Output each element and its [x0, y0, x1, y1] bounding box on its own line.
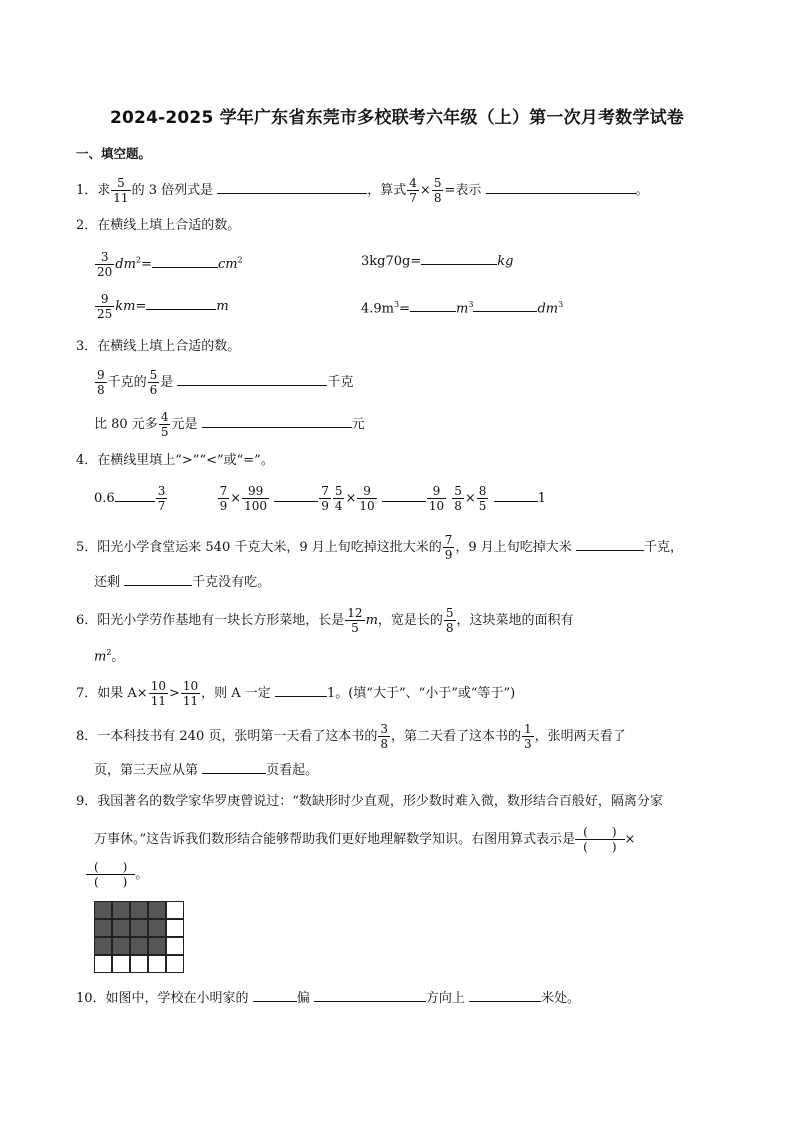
question-4: 4．在横线里填上“>”“<”或“=”。 [76, 453, 274, 468]
grid-cell [94, 955, 112, 973]
answer-blank[interactable] [314, 989, 426, 1002]
answer-blank[interactable] [576, 538, 644, 551]
grid-cell [166, 955, 184, 973]
question-8-line2: 页，第三天应从第 页看起。 [94, 763, 319, 778]
grid-cell [166, 937, 184, 955]
grid-cell [130, 901, 148, 919]
q3-row1: $\frac{9}{8}$ 千克的 $\frac{5}{6}$ 是 千克 [97, 368, 354, 397]
q4-comparisons: 0.6 $\frac{3}{7}$ $\frac{7}{9}$ × $\frac{99}{100}$ $\frac{7}{9}$ $\frac{5}{4}$ × $\frac{9}{10}$ $\frac{9}{10}$ $\frac{5}{8}$ × $\frac{8}{5}$ 1 [94, 484, 546, 513]
answer-blank[interactable] [382, 489, 426, 502]
q3-row2: 比 80 元多 $\frac{4}{5}$ 元是 元 [94, 410, 365, 439]
grid-cell [166, 919, 184, 937]
question-6: 6．阳光小学劳作基地有一块长方形菜地，长是 $\frac{12}{5}$ m，宽是长的 $\frac{5}{8}$ ，这块菜地的面积有 [76, 606, 574, 635]
answer-blank[interactable] [253, 989, 297, 1002]
q2-row1-left: $\frac{3}{20}$ $dm^2= cm^2$ [97, 250, 243, 279]
grid-cell [130, 919, 148, 937]
fraction: $\frac{5}{11}$ [113, 176, 129, 205]
answer-blank[interactable] [217, 181, 367, 194]
grid-cell [94, 937, 112, 955]
answer-blank[interactable] [275, 684, 327, 697]
grid-cell [130, 937, 148, 955]
grid-cell [148, 955, 166, 973]
answer-blank[interactable] [152, 255, 218, 268]
grid-cell [112, 937, 130, 955]
answer-blank[interactable] [124, 573, 192, 586]
section-heading: 一、填空题。 [76, 146, 152, 161]
grid-cell [94, 901, 112, 919]
answer-blank[interactable] [469, 989, 541, 1002]
question-9-line3: ( ) ( ) 。 [94, 860, 148, 889]
grid-cell [112, 955, 130, 973]
answer-blank[interactable] [202, 761, 266, 774]
question-10: 10．如图中，学校在小明家的 偏 方向上 米处。 [76, 991, 581, 1006]
question-9-line1: 9．我国著名的数学家华罗庚曾说过：“数缺形时少直观，形少数时难入微，数形结合百般好，隔离分家 [76, 794, 663, 809]
grid-cell [94, 919, 112, 937]
answer-blank[interactable] [410, 299, 456, 312]
answer-blank[interactable] [421, 252, 497, 265]
answer-blank[interactable] [177, 373, 327, 386]
question-6-line2: $m^2$。 [94, 648, 125, 665]
question-5-line2: 还剩 千克没有吃。 [94, 575, 271, 590]
answer-fraction-blank[interactable]: ( ) ( ) [575, 825, 624, 854]
answer-blank[interactable] [486, 181, 636, 194]
grid-cell [166, 901, 184, 919]
grid-cell [130, 955, 148, 973]
answer-blank[interactable] [202, 415, 352, 428]
q2-row2-right: $4.9m^3= m^3$ $dm^3$ [361, 300, 564, 317]
answer-fraction-blank[interactable]: ( ) ( ) [86, 860, 135, 889]
question-3: 3．在横线上填上合适的数。 [76, 339, 241, 354]
q2-row2-left: $\frac{9}{25}$ km= m [97, 292, 229, 321]
answer-blank[interactable] [115, 489, 155, 502]
page-title: 2024-2025 学年广东省东莞市多校联考六年级（上）第一次月考数学试卷 [109, 108, 684, 128]
grid-cell [112, 919, 130, 937]
question-7: 7．如果 A× $\frac{10}{11}$ > $\frac{10}{11}$ ，则 A 一定 1。(填“大于”、“小于”或“等于”) [76, 679, 516, 708]
question-9-line2: 万事休。”这告诉我们数形结合能够帮助我们更好地理解数学知识。右图用算式表示是 ( ) ( ) × [94, 825, 636, 854]
grid-cell [148, 901, 166, 919]
answer-blank[interactable] [274, 489, 318, 502]
question-5: 5．阳光小学食堂运来 540 千克大米，9 月上旬吃掉这批大米的 $\frac{7}{9}$ ，9 月上旬吃掉大米 千克， [76, 533, 683, 562]
q2-row1-right: 3kg70g= kg [361, 254, 514, 269]
answer-blank[interactable] [146, 297, 216, 310]
question-1: 1．求 $\frac{5}{11}$ 的 3 倍列式是 ，算式 $\frac{4}{7}$ × $\frac{5}{8}$ =表示 。 [76, 176, 649, 205]
answer-blank[interactable] [494, 489, 538, 502]
grid-cell [112, 901, 130, 919]
question-8: 8．一本科技书有 240 页，张明第一天看了这本书的 $\frac{3}{8}$ ，第二天看了这本书的 $\frac{1}{3}$ ，张明两天看了 [76, 722, 626, 751]
question-2: 2．在横线上填上合适的数。 [76, 218, 241, 233]
answer-blank[interactable] [473, 299, 537, 312]
grid-cell [148, 919, 166, 937]
grid-cell [148, 937, 166, 955]
